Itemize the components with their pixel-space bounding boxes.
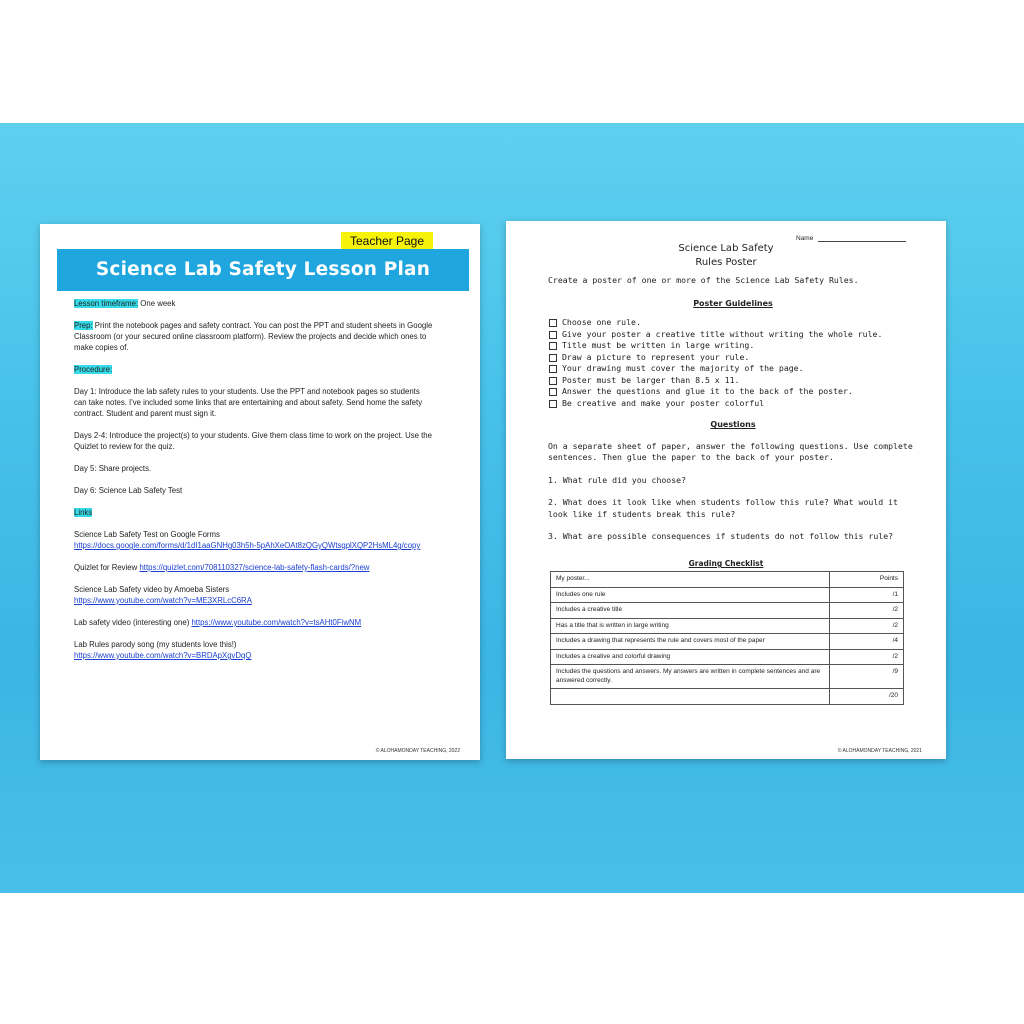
table-row [551, 587, 904, 603]
rules-poster-page [506, 221, 946, 759]
table-row [551, 618, 904, 634]
poster-title-line2: Rules Poster [695, 257, 757, 268]
points-cell: /1 [830, 587, 904, 603]
points-cell: /2 [830, 618, 904, 634]
poster-body [548, 275, 918, 554]
criterion-cell: Includes one rule [551, 587, 830, 603]
link2-prefix: Quizlet for Review [74, 563, 140, 572]
name-field [796, 235, 906, 242]
guidelines-list [548, 317, 918, 409]
grading-table [550, 571, 904, 705]
link4-block [74, 617, 434, 628]
question-2: 2. What does it look like when students follow this rule? What would it look like if students break this rule? [548, 497, 898, 519]
points-cell: /9 [830, 665, 904, 689]
total-points-cell: /20 [830, 689, 904, 705]
criterion-cell: Has a title that is written in large writing [551, 618, 830, 634]
points-cell: /2 [830, 603, 904, 619]
links-label: Links [74, 508, 93, 517]
lesson-plan-page [40, 224, 480, 760]
day6-paragraph: Day 6: Science Lab Safety Test [74, 486, 183, 495]
questions-intro: On a separate sheet of paper, answer the following questions. Use complete sentences. Then glue the paper to the back of your poster. [548, 440, 913, 462]
prep-text: Print the notebook pages and safety contract. You can post the PPT and student sheets in Google Classroom (or your secured online classroom platform). Review the projects and decide which ones to make copies of. [74, 321, 433, 352]
procedure-label: Procedure: [74, 365, 113, 374]
criterion-cell: Includes the questions and answers. My answers are written in complete sentences and are answered correctly. [551, 665, 830, 689]
poster-intro: Create a poster of one or more of the Science Lab Safety Rules. [548, 275, 859, 285]
timeframe-line [74, 298, 434, 309]
guideline-item: Title must be written in large writing. [548, 340, 918, 352]
criterion-cell: Includes a creative title [551, 603, 830, 619]
grading-heading: Grading Checklist [688, 559, 764, 568]
lesson-plan-title: Science Lab Safety Lesson Plan [57, 249, 469, 291]
points-cell: /2 [830, 649, 904, 665]
criterion-cell: Includes a creative and colorful drawing [551, 649, 830, 665]
table-row [551, 634, 904, 650]
criterion-cell: Includes a drawing that represents the rule and covers most of the paper [551, 634, 830, 650]
table-row [551, 665, 904, 689]
link4-url[interactable]: https://www.youtube.com/watch?v=tsAHt0FiwNM [191, 618, 362, 627]
table-row [551, 572, 904, 588]
link4-prefix: Lab safety video (interesting one) [74, 618, 192, 627]
criterion-cell [551, 689, 830, 705]
link5-block [74, 639, 434, 661]
teacher-page-badge: Teacher Page [341, 232, 433, 250]
guideline-item: Choose one rule. [548, 317, 918, 329]
table-row [551, 649, 904, 665]
prep-label: Prep: [74, 321, 93, 330]
guideline-item: Be creative and make your poster colorful [548, 398, 918, 410]
prep-paragraph [74, 320, 434, 353]
lesson-plan-body [74, 298, 434, 672]
lesson-plan-footer: © ALOHAMONDAY TEACHING, 2022 [375, 748, 460, 754]
guideline-item: Your drawing must cover the majority of the page. [548, 363, 918, 375]
timeframe-label: Lesson timeframe: [74, 299, 139, 308]
links-heading [74, 507, 434, 518]
table-row [551, 689, 904, 705]
table-row [551, 603, 904, 619]
questions-list [548, 441, 918, 543]
day1-paragraph: Day 1: Introduce the lab safety rules to your students. Use the PPT and notebook pages so students can take notes. I've included some links that are entertaining and about safety. Send home the safety contract. Student and parent must sign it. [74, 387, 423, 418]
points-cell: Points [830, 572, 904, 588]
link1-title: Science Lab Safety Test on Google Forms [74, 530, 220, 539]
poster-footer: © ALOHAMONDAY TEACHING, 2021 [837, 748, 922, 754]
guidelines-heading: Poster Guidelines [693, 298, 773, 308]
link5-title: Lab Rules parody song (my students love this!) [74, 640, 237, 649]
guideline-item: Give your poster a creative title without writing the whole rule. [548, 329, 918, 341]
guideline-item: Poster must be larger than 8.5 x 11. [548, 375, 918, 387]
link5-url[interactable]: https://www.youtube.com/watch?v=BRDApXgvDqQ [74, 651, 252, 660]
day5-paragraph: Day 5: Share projects. [74, 464, 152, 473]
question-1: 1. What rule did you choose? [548, 474, 687, 485]
link2-url[interactable]: https://quizlet.com/708110327/science-lab-safety-flash-cards/?new [139, 563, 370, 572]
procedure-heading [74, 364, 434, 375]
timeframe-value: One week [138, 299, 176, 308]
link3-block [74, 584, 434, 606]
link1-url[interactable]: https://docs.google.com/forms/d/1dI1aaGNHg03h5h-5pAhXeOAt8zQGyQWtsgplXQP2HsML4g/copy [74, 541, 421, 550]
points-cell: /4 [830, 634, 904, 650]
name-label: Name [796, 235, 814, 242]
link2-block [74, 562, 434, 573]
questions-heading: Questions [710, 420, 756, 429]
days24-paragraph: Days 2-4: Introduce the project(s) to your students. Give them class time to work on the project. Use the Quizlet to review for the quiz. [74, 431, 432, 451]
link1-block [74, 529, 434, 551]
poster-title [506, 242, 946, 270]
name-blank [818, 235, 906, 242]
question-3: 3. What are possible consequences if students do not follow this rule? [548, 531, 894, 541]
guideline-item: Answer the questions and glue it to the back of the poster. [548, 386, 918, 398]
link3-title: Science Lab Safety video by Amoeba Sisters [74, 585, 230, 594]
link3-url[interactable]: https://www.youtube.com/watch?v=ME3XRLcC6RA [74, 596, 252, 605]
guideline-item: Draw a picture to represent your rule. [548, 352, 918, 364]
criterion-cell: My poster... [551, 572, 830, 588]
poster-title-line1: Science Lab Safety [678, 243, 774, 254]
